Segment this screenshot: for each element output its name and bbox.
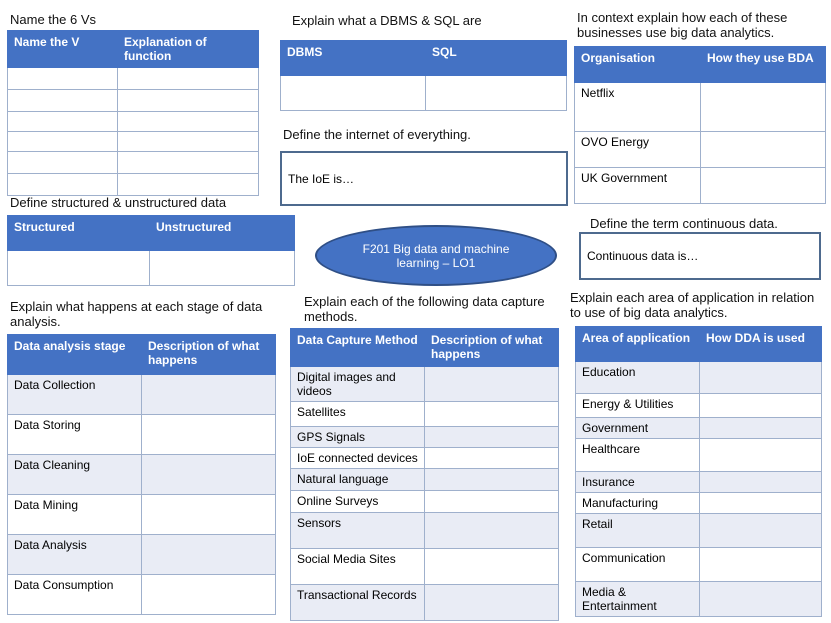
structured-table — [7, 215, 295, 286]
unstructured-cell[interactable] — [150, 251, 295, 286]
capture-cell[interactable] — [425, 367, 559, 402]
application-cell[interactable] — [700, 394, 822, 418]
application-header-area: Area of application — [576, 327, 700, 362]
analysis-table — [7, 334, 276, 615]
application-title: Explain each area of application in relation to use of big data analytics. — [570, 290, 815, 320]
vs-header-explanation: Explanation of function — [118, 31, 259, 68]
capture-cell[interactable] — [425, 469, 559, 491]
analysis-cell[interactable] — [142, 575, 276, 615]
analysis-header-description: Description of what happens — [142, 335, 276, 375]
analysis-stage: Data Consumption — [8, 575, 142, 615]
application-table — [575, 326, 822, 617]
vs-cell[interactable] — [8, 68, 118, 90]
capture-method: Transactional Records — [291, 585, 425, 621]
dbms-cell[interactable] — [281, 76, 426, 111]
bda-org: UK Government — [575, 168, 701, 204]
bda-cell[interactable] — [701, 132, 826, 168]
application-cell[interactable] — [700, 362, 822, 394]
capture-method: GPS Signals — [291, 427, 425, 448]
topic-text: F201 Big data and machine learning – LO1 — [362, 241, 510, 270]
dbms-title: Explain what a DBMS & SQL are — [292, 13, 482, 28]
capture-cell[interactable] — [425, 585, 559, 621]
application-cell[interactable] — [700, 418, 822, 439]
vs-cell[interactable] — [118, 132, 259, 152]
application-area: Education — [576, 362, 700, 394]
capture-header-method: Data Capture Method — [291, 329, 425, 367]
analysis-cell[interactable] — [142, 455, 276, 495]
analysis-stage: Data Analysis — [8, 535, 142, 575]
analysis-stage: Data Storing — [8, 415, 142, 455]
bda-header-use: How they use BDA — [701, 47, 826, 83]
bda-org: OVO Energy — [575, 132, 701, 168]
application-area: Energy & Utilities — [576, 394, 700, 418]
structured-title: Define structured & unstructured data — [10, 195, 227, 210]
analysis-cell[interactable] — [142, 535, 276, 575]
bda-cell[interactable] — [701, 168, 826, 204]
application-area: Government — [576, 418, 700, 439]
capture-cell[interactable] — [425, 549, 559, 585]
capture-header-description: Description of what happens — [425, 329, 559, 367]
application-area: Media & Entertainment — [576, 582, 700, 617]
capture-method: Sensors — [291, 513, 425, 549]
vs-title: Name the 6 Vs — [10, 12, 96, 27]
analysis-header-stage: Data analysis stage — [8, 335, 142, 375]
application-area: Insurance — [576, 472, 700, 493]
application-cell[interactable] — [700, 472, 822, 493]
vs-cell[interactable] — [8, 112, 118, 132]
dbms-table — [280, 40, 567, 111]
dbms-header: DBMS — [281, 41, 426, 76]
vs-cell[interactable] — [8, 132, 118, 152]
capture-method: Satellites — [291, 402, 425, 427]
application-cell[interactable] — [700, 493, 822, 514]
capture-method: Online Surveys — [291, 491, 425, 513]
analysis-cell[interactable] — [142, 415, 276, 455]
vs-cell[interactable] — [118, 90, 259, 112]
application-cell[interactable] — [700, 439, 822, 472]
capture-table — [290, 328, 559, 621]
capture-method: IoE connected devices — [291, 448, 425, 469]
capture-method: Social Media Sites — [291, 549, 425, 585]
vs-cell[interactable] — [8, 152, 118, 174]
analysis-cell[interactable] — [142, 495, 276, 535]
application-cell[interactable] — [700, 582, 822, 617]
application-cell[interactable] — [700, 548, 822, 582]
ioe-text: The IoE is… — [288, 171, 355, 186]
structured-cell[interactable] — [8, 251, 150, 286]
topic-oval — [315, 225, 557, 286]
capture-cell[interactable] — [425, 491, 559, 513]
vs-cell[interactable] — [118, 68, 259, 90]
analysis-title: Explain what happens at each stage of data analysis. — [10, 299, 263, 329]
capture-cell[interactable] — [425, 402, 559, 427]
vs-header-name: Name the V — [8, 31, 118, 68]
capture-cell[interactable] — [425, 448, 559, 469]
continuous-title: Define the term continuous data. — [590, 216, 778, 231]
vs-cell[interactable] — [118, 152, 259, 174]
ioe-answer-box[interactable] — [280, 151, 568, 206]
bda-header-organisation: Organisation — [575, 47, 701, 83]
vs-cell[interactable] — [8, 174, 118, 196]
continuous-answer-box[interactable] — [579, 232, 821, 280]
analysis-stage: Data Mining — [8, 495, 142, 535]
sql-header: SQL — [426, 41, 567, 76]
bda-cell[interactable] — [701, 83, 826, 132]
application-area: Retail — [576, 514, 700, 548]
ioe-title: Define the internet of everything. — [283, 127, 471, 142]
capture-cell[interactable] — [425, 427, 559, 448]
vs-table — [7, 30, 259, 196]
analysis-stage: Data Collection — [8, 375, 142, 415]
bda-title: In context explain how each of these businesses use big data analytics. — [577, 10, 788, 40]
vs-cell[interactable] — [118, 174, 259, 196]
vs-cell[interactable] — [118, 112, 259, 132]
continuous-text: Continuous data is… — [587, 249, 699, 263]
application-header-use: How DDA is used — [700, 327, 822, 362]
analysis-stage: Data Cleaning — [8, 455, 142, 495]
bda-org: Netflix — [575, 83, 701, 132]
capture-cell[interactable] — [425, 513, 559, 549]
application-area: Manufacturing — [576, 493, 700, 514]
capture-method: Digital images and videos — [291, 367, 425, 402]
bda-table — [574, 46, 826, 204]
application-area: Communication — [576, 548, 700, 582]
capture-method: Natural language — [291, 469, 425, 491]
structured-header: Structured — [8, 216, 150, 251]
application-area: Healthcare — [576, 439, 700, 472]
application-cell[interactable] — [700, 514, 822, 548]
sql-cell[interactable] — [426, 76, 567, 111]
vs-cell[interactable] — [8, 90, 118, 112]
capture-title: Explain each of the following data capture methods. — [304, 294, 545, 324]
analysis-cell[interactable] — [142, 375, 276, 415]
unstructured-header: Unstructured — [150, 216, 295, 251]
